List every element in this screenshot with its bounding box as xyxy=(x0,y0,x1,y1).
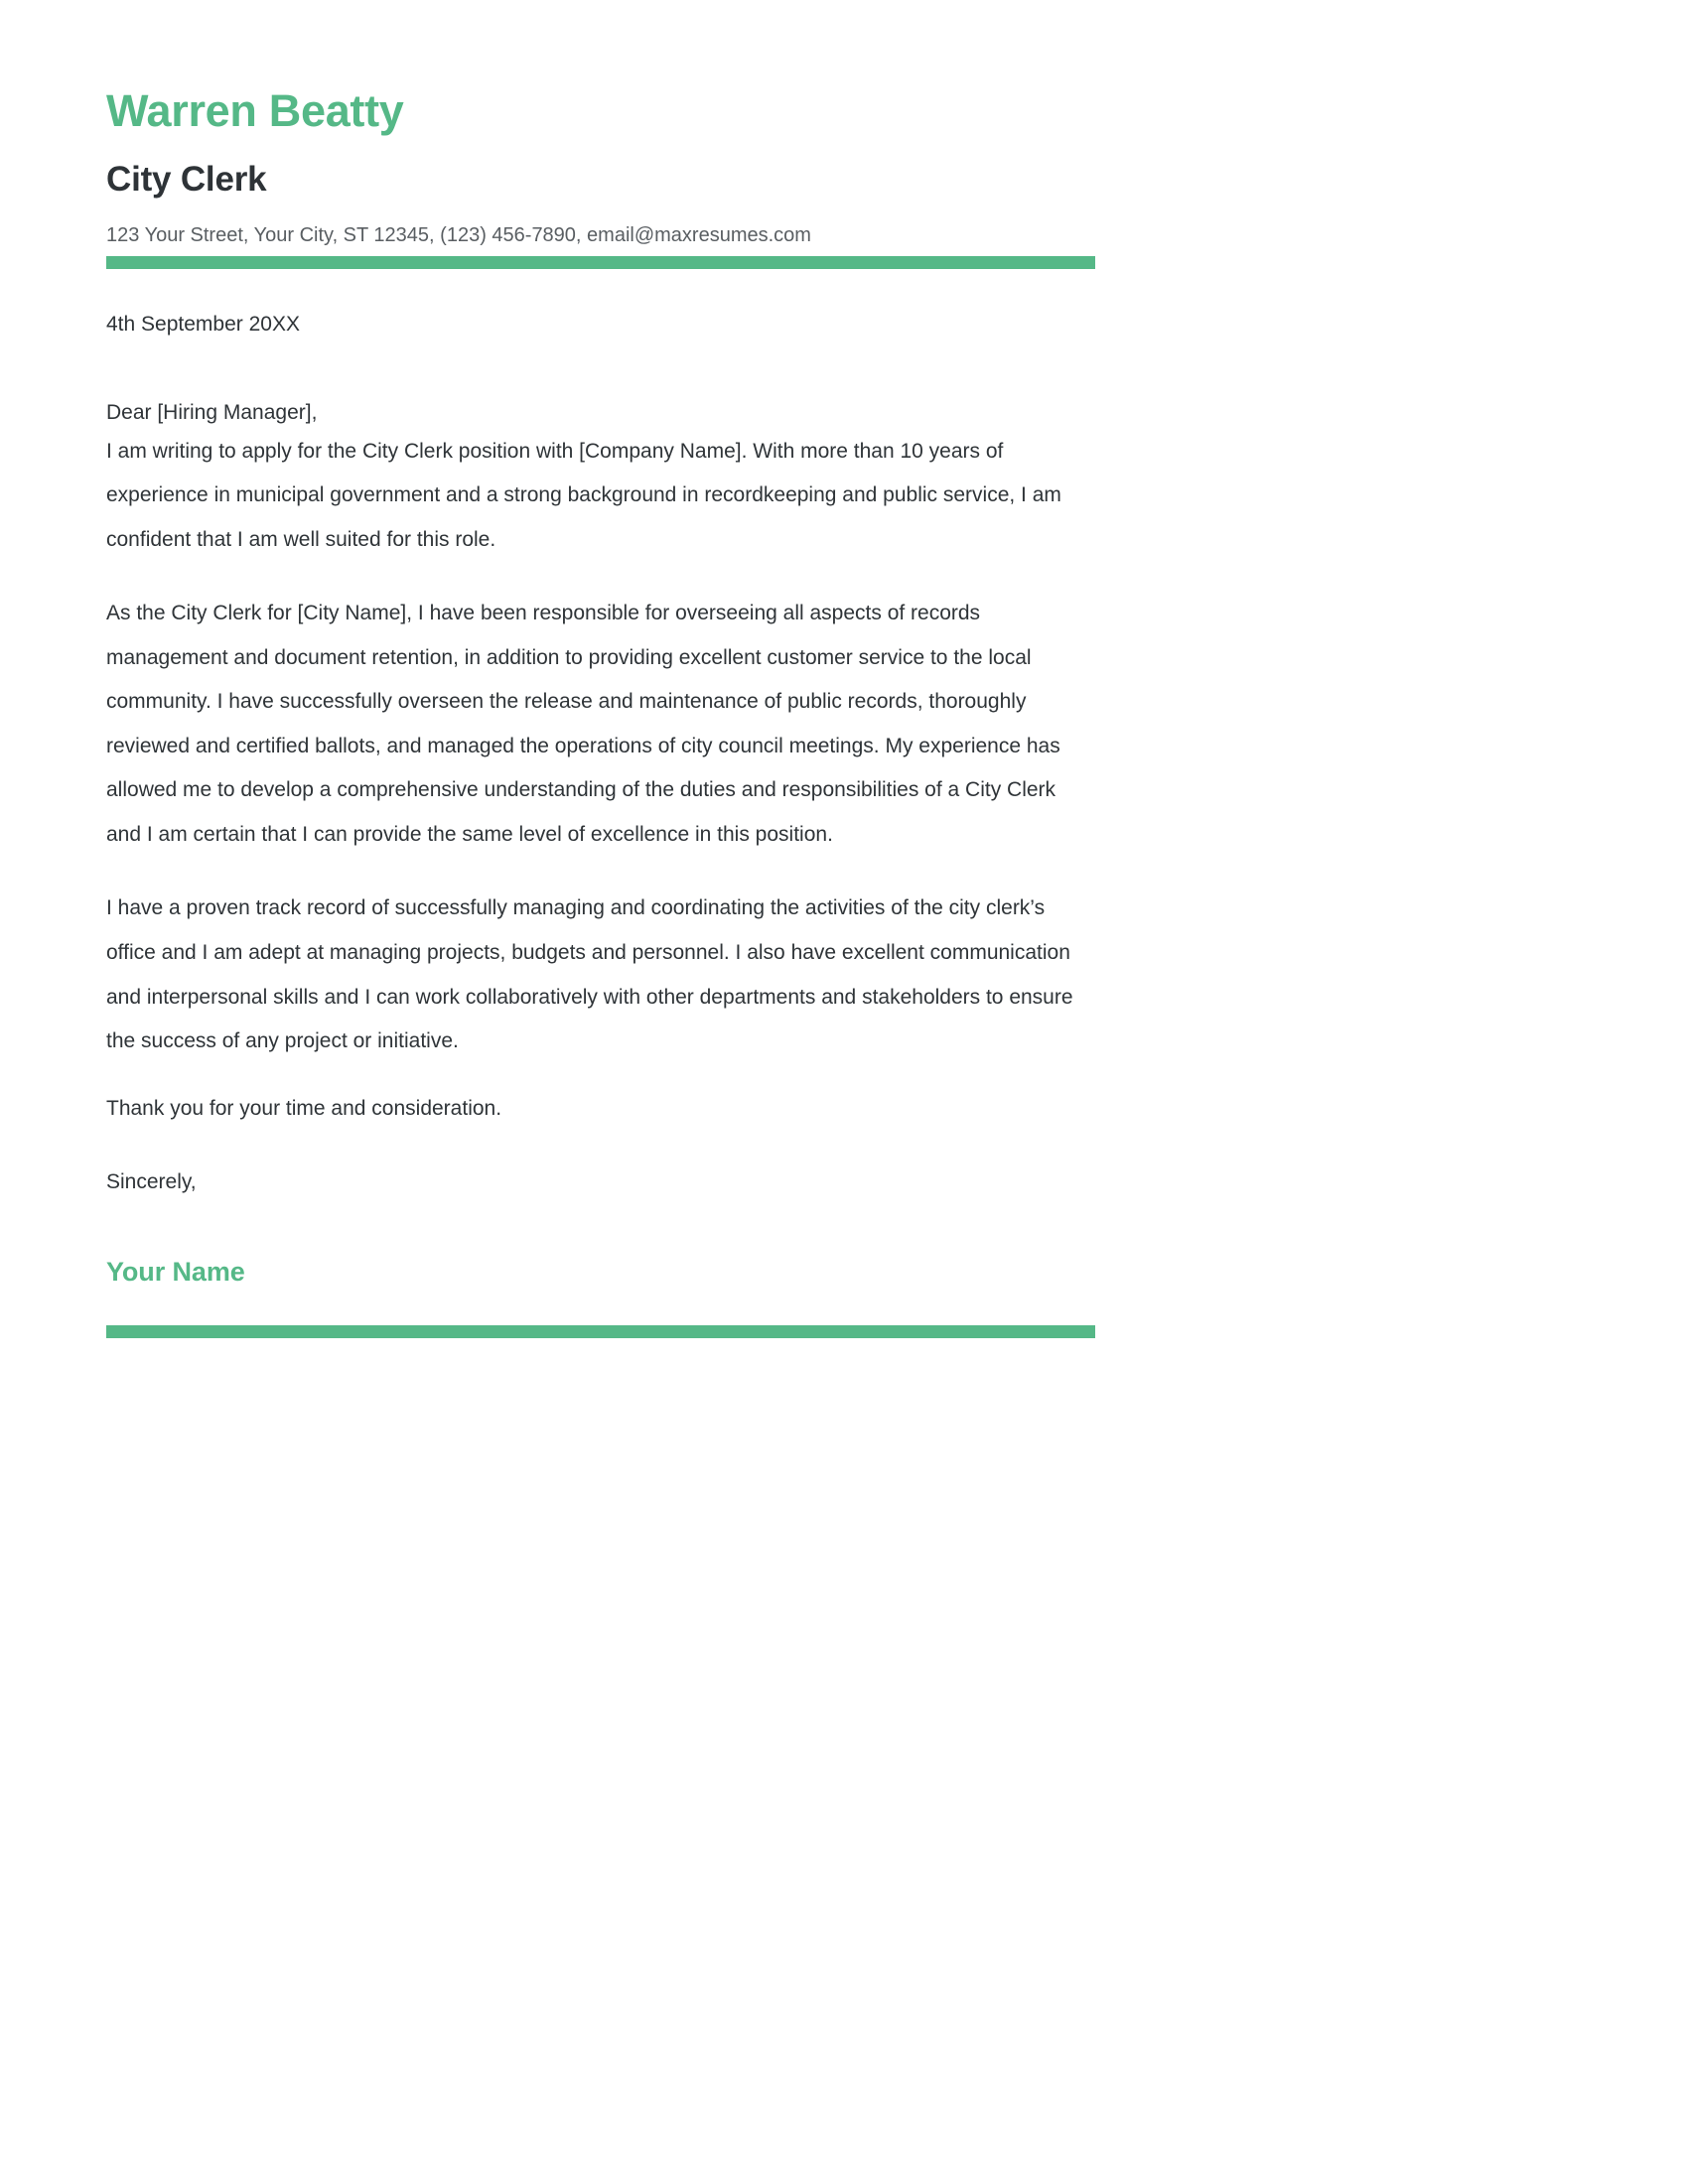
spacer-paragraph-2 xyxy=(106,857,1095,887)
letter-body xyxy=(106,269,1095,1338)
spacer-paragraph-3 xyxy=(106,1064,1095,1094)
letter-paragraph-2: As the City Clerk for [City Name], I have been responsible for overseeing all aspects of records management and document retention, in addition to providing excellent customer service to the local community. I have successfully overseen the release and maintenance of public records, thoroughly reviewed and certified ballots, and managed the operations of city council meetings. My experience has allowed me to develop a comprehensive understanding of the duties and responsibilities of a City Clerk and I am certain that I can provide the same level of excellence in this position. xyxy=(106,602,1060,846)
contact-details-line: 123 Your Street, Your City, ST 12345, (123) 456-7890, email@maxresumes.com xyxy=(106,224,811,246)
letter-salutation: Dear [Hiring Manager], xyxy=(106,401,318,425)
header-accent-rule xyxy=(106,256,1095,269)
spacer-paragraph-1 xyxy=(106,562,1095,592)
spacer-before-signature xyxy=(106,1196,1095,1256)
letter-thanks-line: Thank you for your time and consideration. xyxy=(106,1096,502,1120)
letter-header xyxy=(106,0,1095,269)
document-content-column xyxy=(106,0,1095,1338)
letter-sign-off: Sincerely, xyxy=(106,1169,197,1193)
applicant-job-title: City Clerk xyxy=(106,160,267,200)
spacer-after-date xyxy=(106,338,1095,397)
applicant-name: Warren Beatty xyxy=(106,85,404,136)
letter-paragraph-1: I am writing to apply for the City Clerk position with [Company Name]. With more than 10 years of experience in municipal government and a strong background in recordkeeping and public service, I am confident that I am well suited for this role. xyxy=(106,439,1061,551)
letter-paragraph-3: I have a proven track record of successfully managing and coordinating the activities of the city clerk’s office and I am adept at managing projects, budgets and personnel. I also have excellent communication and interpersonal skills and I can work collaboratively with other departments and stakeholders to ensure the success of any project or initiative. xyxy=(106,896,1073,1053)
letter-date: 4th September 20XX xyxy=(106,313,300,336)
spacer-before-signoff xyxy=(106,1123,1095,1167)
footer-accent-rule xyxy=(106,1325,1095,1338)
signature-name: Your Name xyxy=(106,1257,245,1288)
